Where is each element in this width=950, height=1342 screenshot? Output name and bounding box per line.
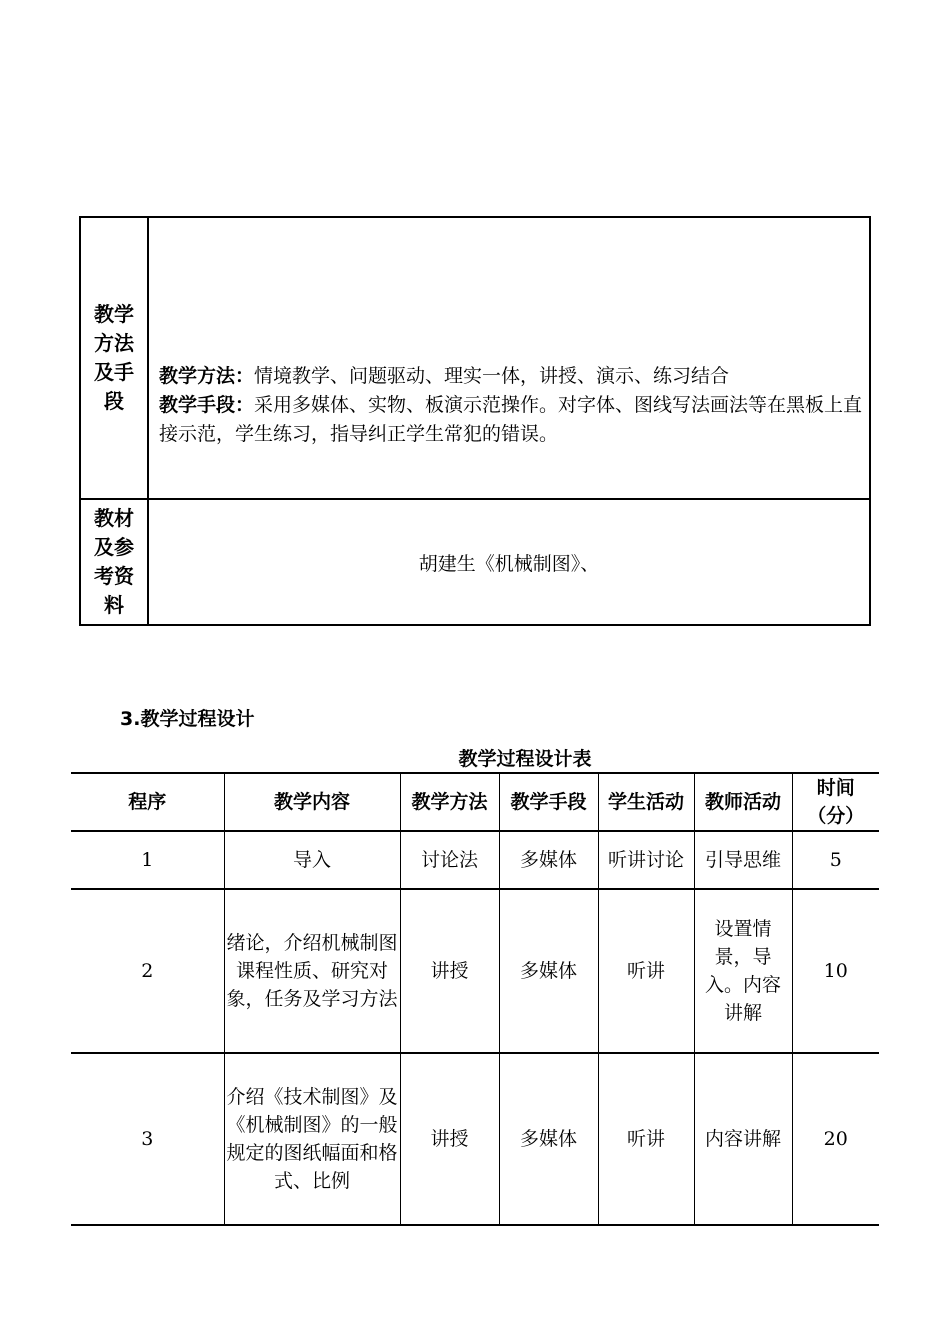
methods-label-line: 段 [104,389,124,413]
methods-content-cell [148,217,870,499]
table-cell: 听讲 [598,889,694,1053]
table-cell: 10 [792,889,879,1053]
methods-label-line: 及手 [94,360,134,384]
table-cell: 引导思维 [694,831,792,889]
table-cell: 5 [792,831,879,889]
methods-line-1 [159,362,863,391]
table-row [71,1053,879,1225]
table-cell: 多媒体 [499,1053,598,1225]
table-cell: 3 [71,1053,224,1225]
methods-label-line: 教学 [94,302,134,326]
ref-content-cell: 胡建生《机械制图》、 [148,499,870,625]
table-cell: 导入 [224,831,400,889]
table-cell: 介绍《技术制图》及《机械制图》的一般规定的图纸幅面和格式、比例 [224,1053,400,1225]
ref-label-line: 教材 [94,506,134,530]
methods-label-line: 方法 [94,331,134,355]
methods-line-2-text: 采用多媒体、实物、板演示范操作。对字体、图线写法画法等在黑板上直接示范，学生练习，指导纠正学生常犯的错误。 [159,394,863,445]
header-cell: 学生活动 [598,773,694,831]
table-header-row [71,773,879,831]
ref-label-cell [80,499,148,625]
table-cell: 1 [71,831,224,889]
table-cell: 内容讲解 [694,1053,792,1225]
header-cell: 教师活动 [694,773,792,831]
header-cell: 时间（分） [792,773,879,831]
table-cell: 2 [71,889,224,1053]
process-table [71,772,879,1226]
methods-line-1-text: 情境教学、问题驱动、理实一体，讲授、演示、练习结合 [254,365,730,387]
table-row [71,831,879,889]
methods-line-1-label: 教学方法： [159,365,255,387]
header-cell: 教学方法 [400,773,499,831]
table-cell: 讲授 [400,1053,499,1225]
table-cell: 绪论，介绍机械制图课程性质、研究对象，任务及学习方法 [224,889,400,1053]
methods-label-cell [80,217,148,499]
ref-label-line: 料 [104,593,124,617]
header-cell: 教学内容 [224,773,400,831]
ref-label-line: 考资 [94,564,134,588]
table-cell: 讲授 [400,889,499,1053]
table-cell: 听讲 [598,1053,694,1225]
table-cell: 设置情景，导入。内容讲解 [694,889,792,1053]
table-cell: 讨论法 [400,831,499,889]
methods-line-2-label: 教学手段： [159,394,255,416]
header-cell: 程序 [71,773,224,831]
table-cell: 听讲讨论 [598,831,694,889]
table-cell: 多媒体 [499,889,598,1053]
table-cell: 多媒体 [499,831,598,889]
methods-line-2 [159,391,863,449]
header-cell: 教学手段 [499,773,598,831]
ref-label-line: 及参 [94,535,134,559]
table-title: 教学过程设计表 [458,748,592,770]
table-row [71,889,879,1053]
section-heading: 3.教学过程设计 [120,708,255,730]
info-table [79,216,871,626]
table-cell: 20 [792,1053,879,1225]
